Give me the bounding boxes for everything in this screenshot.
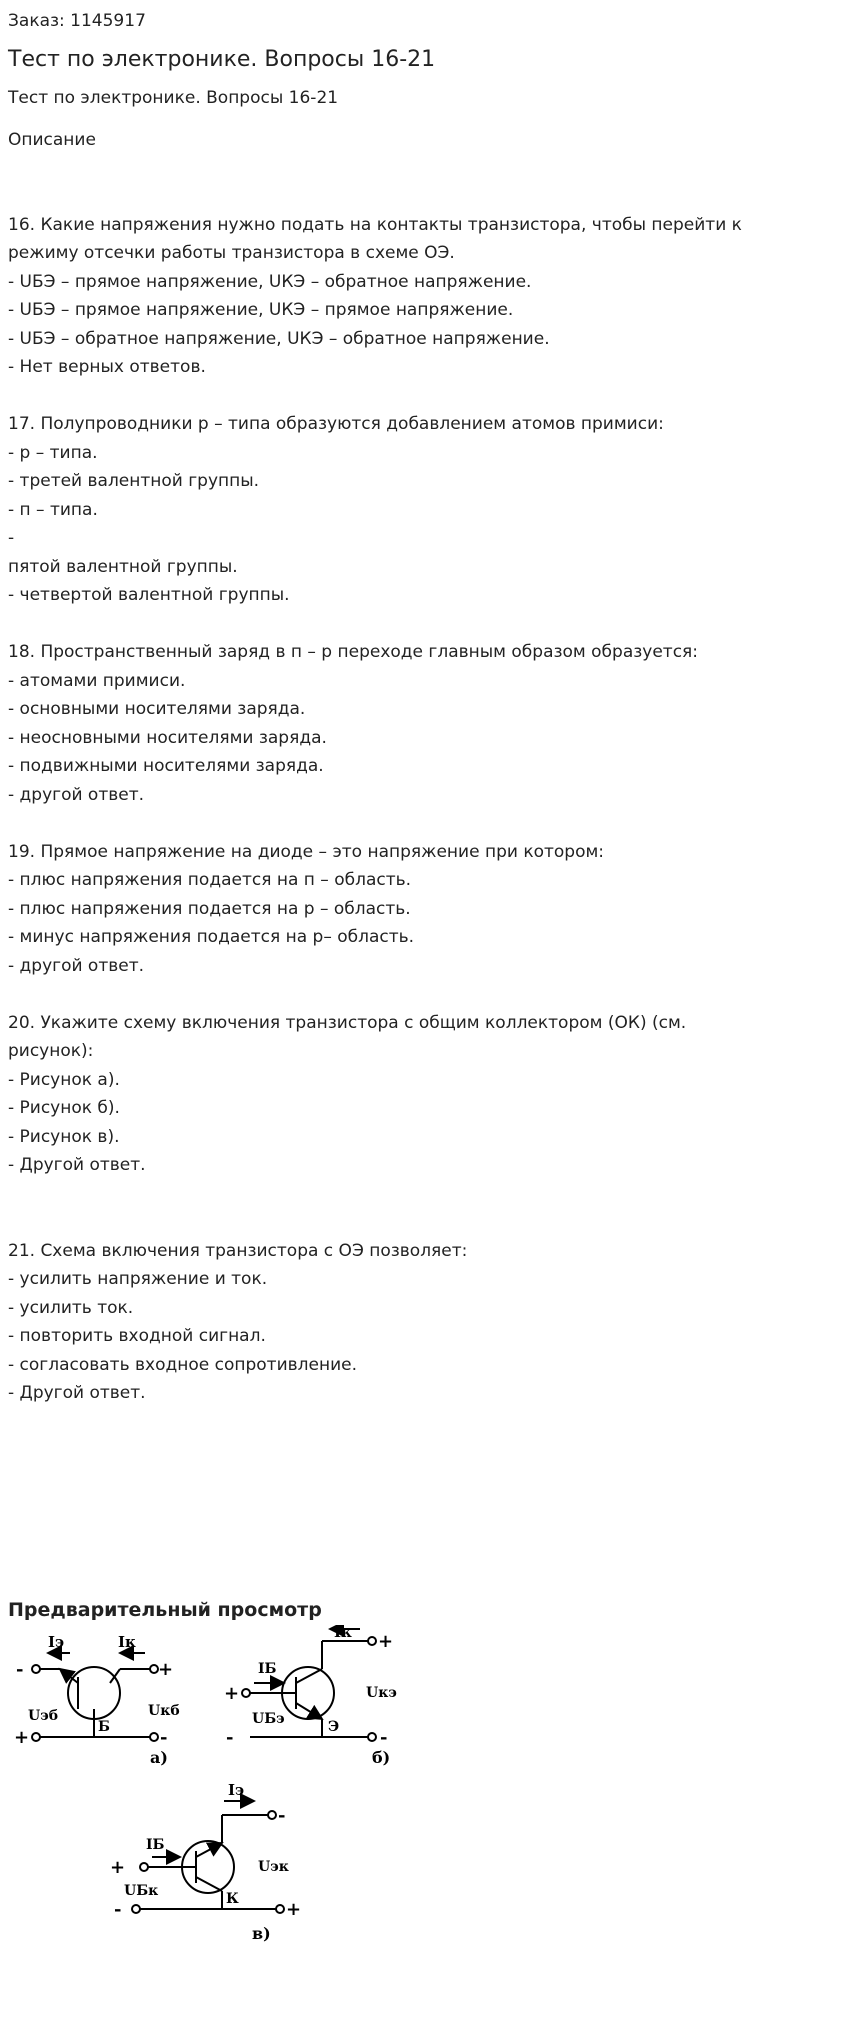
- text-line: - Рисунок б).: [8, 1098, 120, 1118]
- circuit-c-ib-label: IБ: [146, 1837, 165, 1853]
- text-line: пятой валентной группы.: [8, 556, 238, 577]
- transistor-circuits-figure: [0, 1625, 420, 2020]
- blank-line: [8, 809, 839, 838]
- circuit-a-caption: а): [150, 1748, 168, 1767]
- text-line: - UБЭ – прямое напряжение, UКЭ – обратное напряжение.: [8, 271, 532, 292]
- circuit-a-plus-in: +: [14, 1727, 30, 1748]
- text-line: - Другой ответ.: [8, 1155, 146, 1175]
- blank-line: [8, 382, 839, 411]
- text-line: - р – типа.: [8, 442, 98, 463]
- text-line: - неосновными носителями заряда.: [8, 727, 327, 748]
- text-line: - другой ответ.: [8, 784, 145, 805]
- text-line: -: [8, 528, 15, 548]
- text-line: - плюс напряжения подается на р – область.: [8, 898, 411, 919]
- text-line: 17. Полупроводники р – типа образуются добавлением атомов примиси:: [8, 414, 664, 434]
- circuit-c-ie-label: Iэ: [228, 1781, 245, 1799]
- text-line: рисунок):: [8, 1041, 94, 1061]
- text-line: - п – типа.: [8, 499, 98, 520]
- text-line: - четвертой валентной группы.: [8, 585, 290, 605]
- text-line: - повторить входной сигнал.: [8, 1326, 266, 1346]
- circuit-b-ik-label: Iк: [334, 1625, 352, 1641]
- blank-line: [8, 1208, 839, 1237]
- circuit-a-ueb-label: Uэб: [28, 1708, 59, 1724]
- description-label: Описание: [8, 130, 96, 150]
- blank-line: [8, 1180, 839, 1209]
- page-title: Тест по электронике. Вопросы 16-21: [8, 47, 436, 72]
- blank-line: [8, 980, 839, 1009]
- blank-line: [8, 610, 839, 639]
- circuit-c-plus-out: +: [286, 1899, 302, 1920]
- circuit-a-minus-in: -: [16, 1659, 24, 1680]
- text-line: - Рисунок в).: [8, 1126, 120, 1147]
- text-line: 19. Прямое напряжение на диоде – это напряжение при котором:: [8, 841, 605, 862]
- circuit-b-plus-out: +: [378, 1631, 394, 1652]
- circuit-b-minus-in: -: [226, 1727, 234, 1748]
- circuit-a-ie-label: Iэ: [48, 1633, 65, 1651]
- circuit-a-base-label: Б: [98, 1719, 110, 1735]
- text-line: - Рисунок а).: [8, 1069, 120, 1090]
- text-line: - минус напряжения подается на р– область.: [8, 927, 415, 947]
- circuit-a-ukb-label: Uкб: [148, 1703, 180, 1719]
- circuit-b-uke-label: Uкэ: [366, 1685, 397, 1701]
- text-line: - подвижными носителями заряда.: [8, 756, 324, 776]
- text-line: - плюс напряжения подается на п – область.: [8, 870, 412, 890]
- circuit-c-minus-in: -: [114, 1899, 122, 1920]
- text-line: - атомами примиси.: [8, 670, 186, 691]
- text-line: - Нет верных ответов.: [8, 357, 206, 377]
- circuit-a-plus-out: +: [158, 1659, 174, 1680]
- text-line: - UБЭ – прямое напряжение, UКЭ – прямое напряжение.: [8, 300, 514, 320]
- text-line: 16. Какие напряжения нужно подать на контакты транзистора, чтобы перейти к: [8, 214, 742, 235]
- circuit-c-uek-label: Uэк: [258, 1859, 289, 1875]
- text-line: режиму отсечки работы транзистора в схеме ОЭ.: [8, 243, 455, 263]
- circuit-b-emitter-label: Э: [328, 1719, 340, 1735]
- circuit-b-plus-in: +: [224, 1683, 240, 1704]
- text-line: - Другой ответ.: [8, 1383, 146, 1403]
- blank-line: [8, 182, 839, 211]
- circuit-b-minus-out: -: [380, 1727, 388, 1748]
- order-number: Заказ: 1145917: [8, 11, 146, 31]
- text-line: - усилить ток.: [8, 1297, 134, 1318]
- circuit-a-minus-out: -: [160, 1727, 168, 1748]
- transistor-circuits-image: [0, 1625, 420, 2016]
- circuit-b-ube-label: UБэ: [252, 1711, 285, 1727]
- text-line: - UБЭ – обратное напряжение, UКЭ – обратное напряжение.: [8, 328, 550, 349]
- circuit-a-ik-label: Iк: [118, 1633, 136, 1651]
- circuit-c-minus-out: -: [278, 1805, 286, 1826]
- text-line: 18. Пространственный заряд в п – р переходе главным образом образуется:: [8, 642, 699, 662]
- circuit-c-plus-in: +: [110, 1857, 126, 1878]
- circuit-c-ubk-label: UБк: [124, 1883, 159, 1899]
- description-body: [8, 182, 839, 1408]
- circuit-b-caption: б): [372, 1748, 391, 1767]
- preview-heading: Предварительный просмотр: [8, 1599, 322, 1621]
- circuit-c-caption: в): [252, 1924, 271, 1943]
- text-line: 21. Схема включения транзистора с ОЭ позволяет:: [8, 1240, 468, 1261]
- circuit-c-collector-label: К: [226, 1891, 239, 1907]
- circuit-b-ib-label: IБ: [258, 1661, 277, 1677]
- text-line: 20. Укажите схему включения транзистора с общим коллектором (ОК) (см.: [8, 1012, 687, 1033]
- text-line: - усилить напряжение и ток.: [8, 1269, 268, 1289]
- text-line: - согласовать входное сопротивление.: [8, 1354, 357, 1375]
- text-line: - основными носителями заряда.: [8, 699, 306, 719]
- text-line: - третей валентной группы.: [8, 471, 260, 491]
- text-line: - другой ответ.: [8, 955, 145, 976]
- page-subtitle: Тест по электронике. Вопросы 16-21: [8, 88, 339, 108]
